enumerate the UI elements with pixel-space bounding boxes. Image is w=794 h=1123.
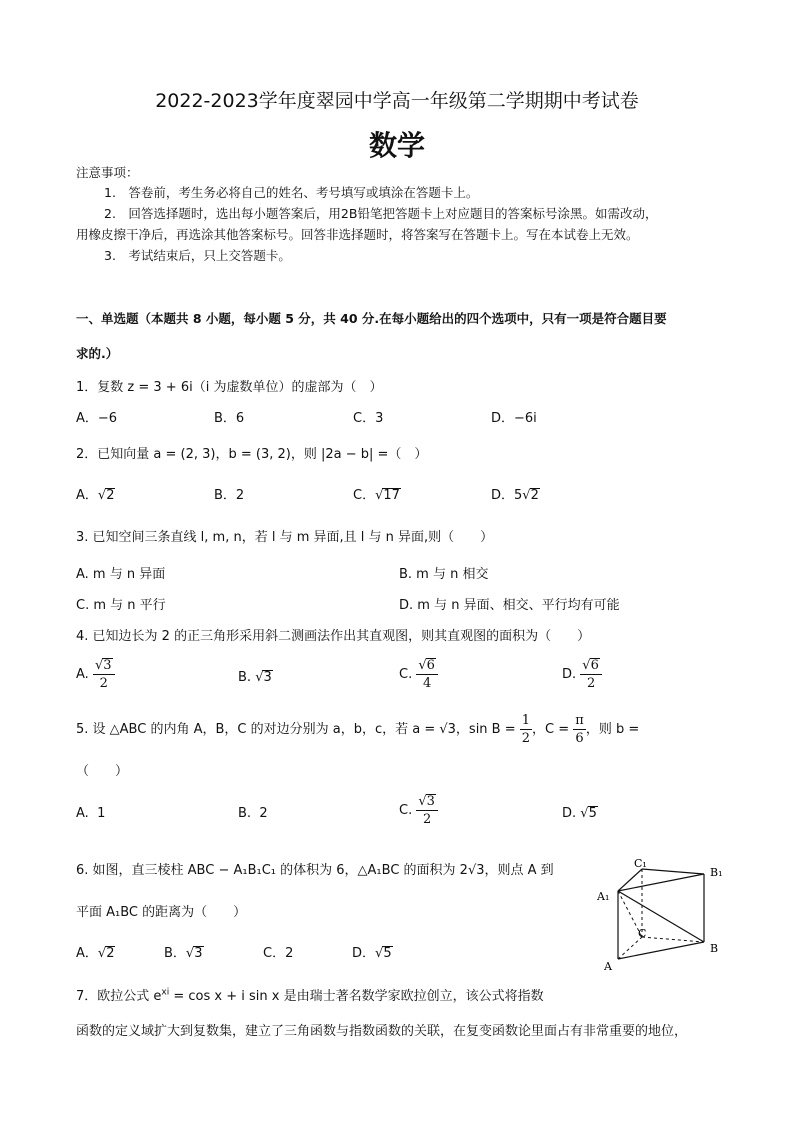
- q3-option-d: D. m 与 n 异面、相交、平行均有可能: [399, 598, 620, 613]
- subject-title: 数学: [368, 129, 425, 162]
- notice-item-1: 1. 答卷前，考生务必将自己的姓名、考号填写或填涂在答题卡上。: [104, 185, 479, 200]
- q2-option-d: D．5√2: [491, 488, 539, 503]
- q4-option-d: D. $\frac{√6}{2}$: [562, 658, 602, 691]
- label-c: C: [638, 927, 647, 940]
- q5-option-b: B. 2: [238, 806, 268, 821]
- exam-title: 2022-2023学年度翠园中学高一年级第二学期期中考试卷: [155, 90, 639, 112]
- q2-option-b: B．2: [214, 488, 245, 503]
- q3-option-a: A. m 与 n 异面: [76, 567, 166, 582]
- label-a1: A₁: [597, 890, 610, 903]
- q3-option-b: B. m 与 n 相交: [399, 567, 489, 582]
- q1-option-b: B．6: [214, 411, 245, 426]
- prism-figure: [592, 856, 734, 976]
- question-1-stem: 1．复数 z = 3 + 6i（i 为虚数单位）的虚部为（ ）: [76, 380, 383, 395]
- q5-option-a: A. 1: [76, 806, 106, 821]
- label-b1: B₁: [710, 866, 723, 879]
- q1-option-c: C．3: [353, 411, 384, 426]
- label-b: B: [710, 942, 719, 955]
- q6-option-a: A．√2: [76, 946, 115, 961]
- question-6-stem: 6. 如图，直三棱柱 ABC − A₁B₁C₁ 的体积为 6，△A₁BC 的面积为 2√3，则点 A 到: [76, 863, 554, 878]
- q3-option-c: C. m 与 n 平行: [76, 598, 166, 613]
- question-2-stem: 2．已知向量 a = (2, 3)，b = (3, 2)，则 |2a − b| =（ ）: [76, 447, 428, 462]
- q4-option-a: A. $\frac{√3}{2}$: [76, 658, 115, 691]
- question-3-stem: 3. 已知空间三条直线 l, m, n，若 l 与 m 异面,且 l 与 n 异面,则（ ）: [76, 530, 494, 545]
- q2-option-a: A．√2: [76, 488, 115, 503]
- label-c1: C₁: [634, 857, 647, 870]
- q1-option-a: A．−6: [76, 411, 118, 426]
- q1-option-d: D．−6i: [491, 411, 537, 426]
- question-5-stem: 5. 设 △ABC 的内角 A，B，C 的对边分别为 a，b，c，若 a = √3，sin B = $\frac{1}{2}$ ，C = $\frac{\pi}{6}$ ，则 b =: [76, 713, 640, 746]
- q4-option-c: C. $\frac{√6}{4}$: [399, 658, 438, 691]
- q2-option-c: C．√17: [353, 488, 400, 503]
- section-heading-cont: 求的.）: [76, 346, 119, 361]
- question-5-paren: （ ）: [76, 764, 129, 779]
- q4-option-b: B. √3: [238, 670, 272, 685]
- section-heading: 一、单选题（本题共 8 小题，每小题 5 分，共 40 分.在每小题给出的四个选项中，只有一项是符合题目要: [76, 311, 667, 326]
- question-4-stem: 4. 已知边长为 2 的正三角形采用斜二测画法作出其直观图，则其直观图的面积为（ ）: [76, 629, 591, 644]
- q5-option-c: C. $\frac{√3}{2}$: [399, 794, 438, 827]
- notice-heading: 注意事项：: [76, 165, 139, 180]
- question-6-stem-cont: 平面 A₁BC 的距离为（ ）: [76, 905, 247, 920]
- q6-option-d: D．√5: [352, 946, 392, 961]
- notice-item-2-cont: 用橡皮擦干净后，再选涂其他答案标号。回答非选择题时，将答案写在答题卡上。写在本试卷上无效。: [76, 227, 639, 242]
- notice-item-2: 2. 回答选择题时，选出每小题答案后，用2B铅笔把答题卡上对应题目的答案标号涂黑。如需改动，: [104, 206, 658, 221]
- q6-option-c: C．2: [263, 946, 294, 961]
- label-a: A: [604, 960, 612, 973]
- question-7-stem: 7．欧拉公式 $e^{xi} = \cos x + i$ sin x 是由瑞士著名数学家欧拉创立，该公式将指数: [76, 987, 544, 1004]
- q6-option-b: B．√3: [164, 946, 203, 961]
- question-7-stem-cont: 函数的定义域扩大到复数集，建立了三角函数与指数函数的关联，在复变函数论里面占有非常重要的地位，: [76, 1024, 688, 1039]
- q5-option-d: D. √5: [562, 806, 597, 821]
- notice-item-3: 3. 考试结束后，只上交答题卡。: [104, 248, 291, 263]
